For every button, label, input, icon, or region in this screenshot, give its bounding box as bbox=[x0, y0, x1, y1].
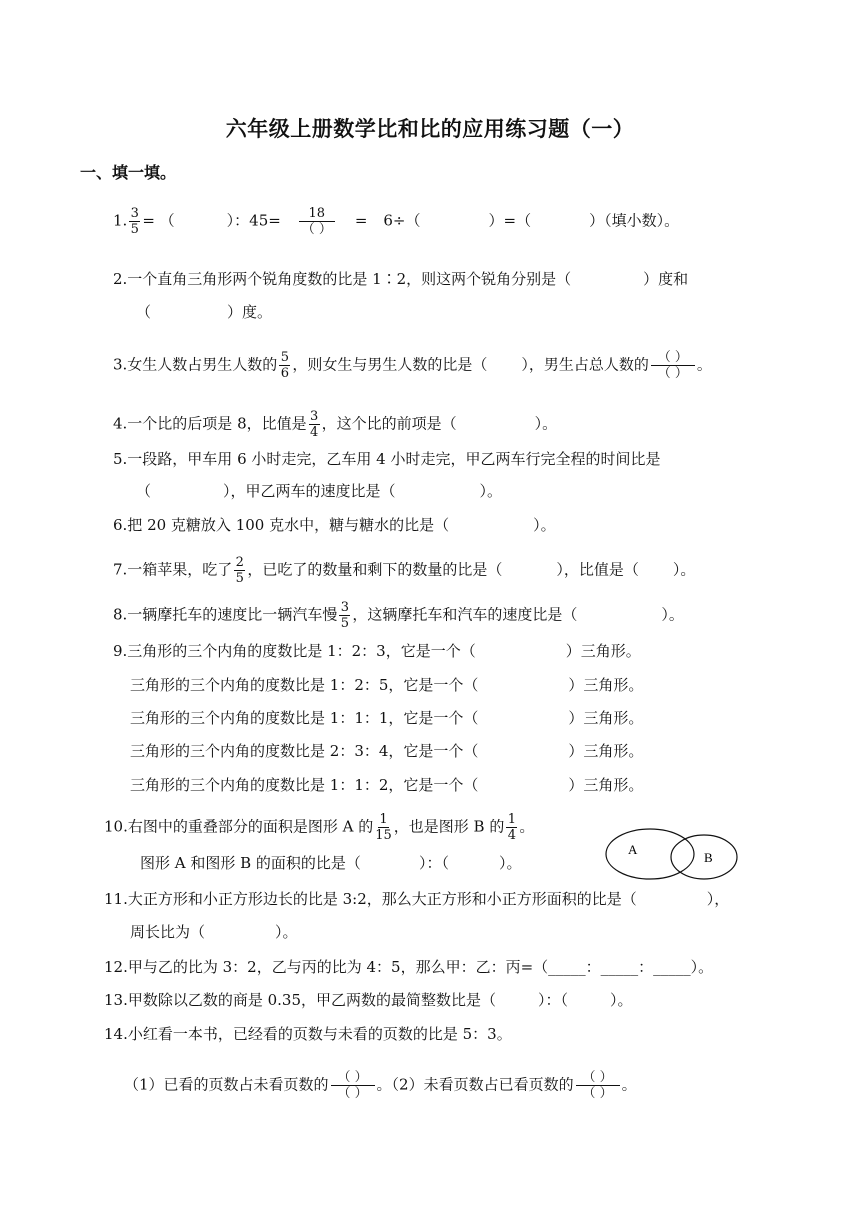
question-14-line-2: （1）已看的页数占未看页数的 $\frac{( )}{( )}$ 。（2）未看页数占已看页数的 $\frac{( )}{( )}$ 。 bbox=[124, 1070, 637, 1101]
fraction-18-blank: $\frac{18}{( )}$ bbox=[299, 206, 335, 237]
question-14-line-1: 14.小红看一本书，已经看的页数与未看的页数的比是 5：3。 bbox=[104, 1025, 512, 1043]
fraction-1-15: $\frac{1}{15}$ bbox=[375, 812, 392, 843]
question-2-line-1: 2.一个直角三角形两个锐角度数的比是 1∶2，则这两个锐角分别是（ ）度和 bbox=[113, 270, 689, 288]
fraction-blank: $\frac{( )}{( )}$ bbox=[331, 1070, 375, 1101]
fraction-3-5: $\frac{3}{5}$ bbox=[340, 600, 349, 631]
fraction-3-5: $\frac{3}{5}$ bbox=[130, 206, 139, 237]
question-9-line-1: 9.三角形的三个内角的度数比是 1：2：3，它是一个（ ）三角形。 bbox=[113, 642, 641, 660]
question-11-line-2: 周长比为（ ）。 bbox=[130, 923, 298, 941]
fraction-2-5: $\frac{2}{5}$ bbox=[235, 555, 244, 586]
question-9-line-4: 三角形的三个内角的度数比是 2：3：4，它是一个（ ）三角形。 bbox=[130, 742, 644, 760]
question-6: 6.把 20 克糖放入 100 克水中，糖与糖水的比是（ ）。 bbox=[113, 516, 556, 534]
question-9-line-2: 三角形的三个内角的度数比是 1：2：5，它是一个（ ）三角形。 bbox=[130, 676, 644, 694]
venn-diagram bbox=[604, 826, 744, 886]
question-8: 8.一辆摩托车的速度比一辆汽车慢 $\frac{3}{5}$ ，这辆摩托车和汽车的速度比是（ ）。 bbox=[113, 600, 684, 631]
label-a: A bbox=[628, 842, 638, 857]
question-13: 13.甲数除以乙数的商是 0.35，甲乙两数的最简整数比是（ ）：（ ）。 bbox=[104, 991, 633, 1009]
fraction-5-6: $\frac{5}{6}$ bbox=[280, 350, 289, 381]
question-9-line-3: 三角形的三个内角的度数比是 1：1：1，它是一个（ ）三角形。 bbox=[130, 709, 644, 727]
question-3: 3.女生人数占男生人数的 $\frac{5}{6}$ ，则女生与男生人数的比是（ ），男生占总人数的 $\frac{( )}{( )}$ 。 bbox=[113, 350, 712, 381]
section-heading: 一、填一填。 bbox=[80, 163, 177, 182]
question-10-line-2: 图形 A 和图形 B 的面积的比是（ ）：（ ）。 bbox=[140, 854, 522, 872]
question-7: 7.一箱苹果，吃了 $\frac{2}{5}$ ，已吃了的数量和剩下的数量的比是（ ），比值是（ ）。 bbox=[113, 555, 696, 586]
question-10-line-1: 10.右图中的重叠部分的面积是图形 A 的 $\frac{1}{15}$ ，也是图形 B 的 $\frac{1}{4}$ 。 bbox=[104, 812, 535, 843]
question-2-line-2: （ ）度。 bbox=[136, 303, 273, 321]
question-12: 12.甲与乙的比为 3：2，乙与丙的比为 4：5，那么甲：乙：丙=（_____：_____：_____）。 bbox=[104, 958, 714, 976]
question-4: 4.一个比的后项是 8，比值是 $\frac{3}{4}$ ，这个比的前项是（ ）。 bbox=[113, 409, 558, 440]
question-11-line-1: 11.大正方形和小正方形边长的比是 3:2，那么大正方形和小正方形面积的比是（ ）， bbox=[104, 890, 730, 908]
question-1: 1. $\frac{3}{5}$ = （ ）：45= $\frac{18}{( )}$ = 6÷（ ）=（ ）（填小数）。 bbox=[113, 206, 680, 237]
fraction-1-4: $\frac{1}{4}$ bbox=[507, 812, 516, 843]
fraction-blank: $\frac{( )}{( )}$ bbox=[651, 350, 695, 381]
question-9-line-5: 三角形的三个内角的度数比是 1：1：2，它是一个（ ）三角形。 bbox=[130, 776, 644, 794]
question-5-line-1: 5.一段路，甲车用 6 小时走完，乙车用 4 小时走完，甲乙两车行完全程的时间比是 bbox=[113, 450, 661, 468]
label-b: B bbox=[704, 850, 713, 865]
page-title: 六年级上册数学比和比的应用练习题（一） bbox=[225, 116, 635, 141]
question-5-line-2: （ ），甲乙两车的速度比是（ ）。 bbox=[136, 482, 503, 500]
shape-a bbox=[606, 829, 694, 879]
fraction-blank: $\frac{( )}{( )}$ bbox=[576, 1070, 620, 1101]
fraction-3-4: $\frac{3}{4}$ bbox=[309, 409, 319, 440]
